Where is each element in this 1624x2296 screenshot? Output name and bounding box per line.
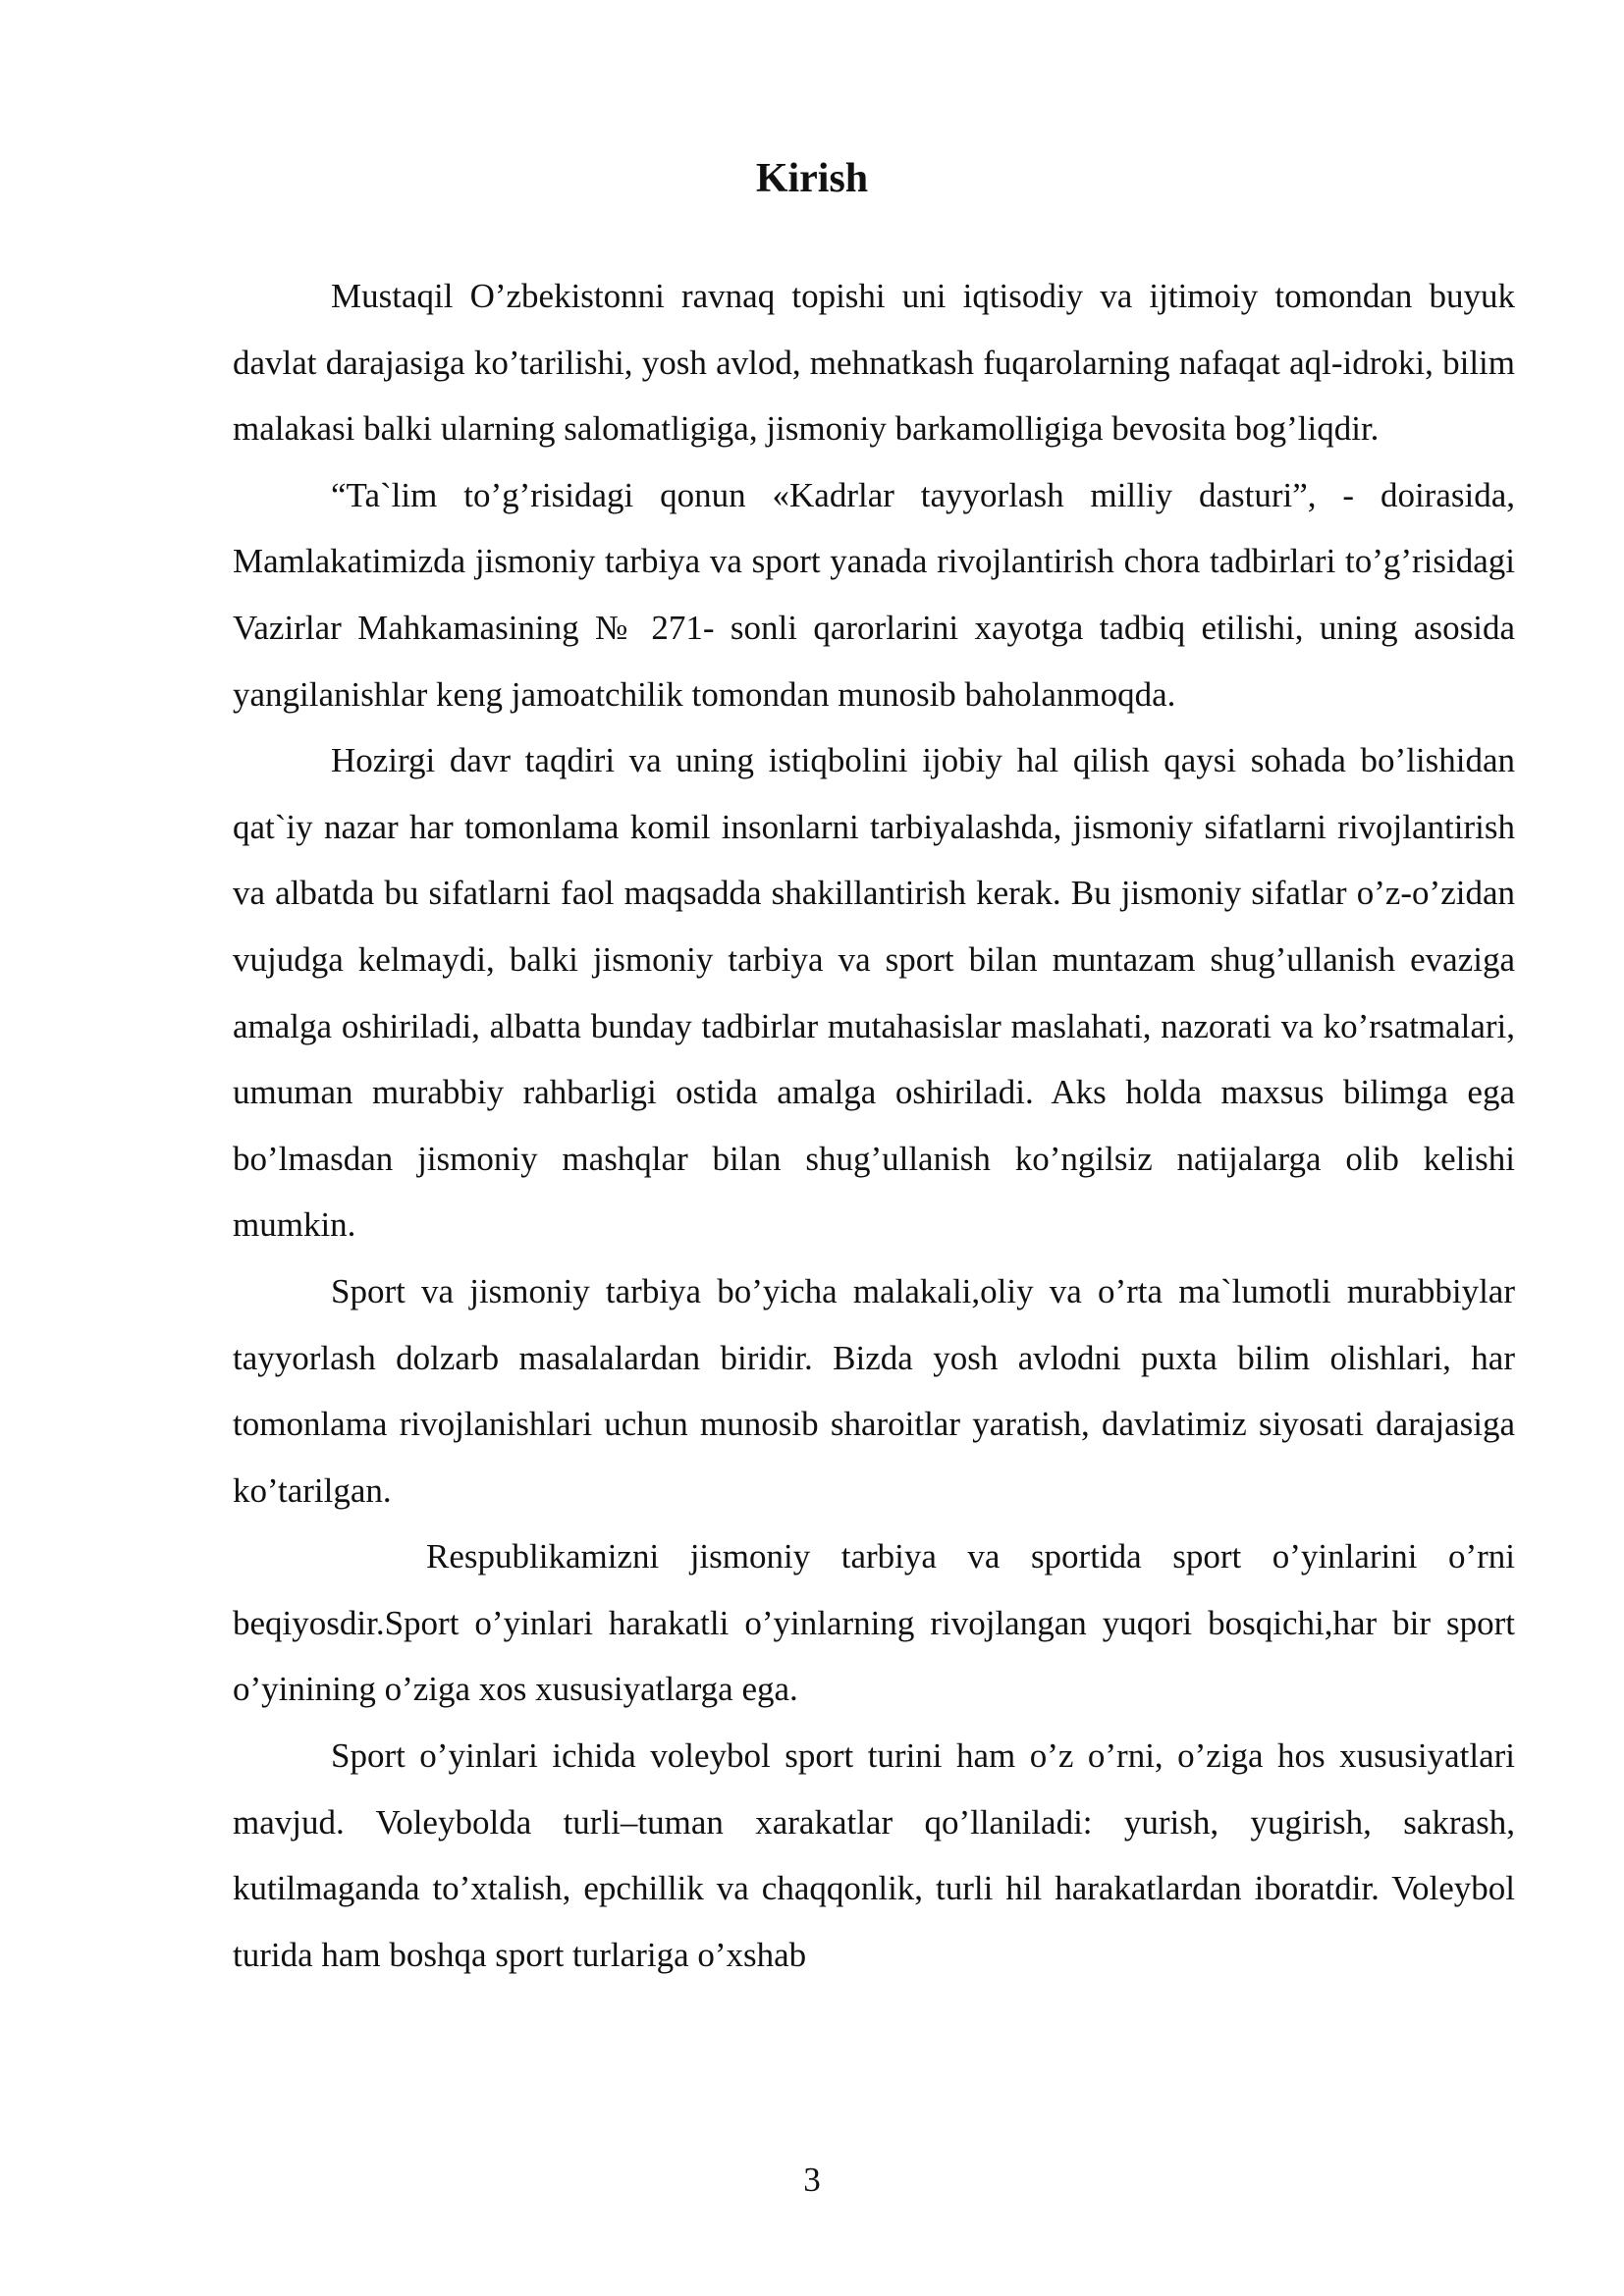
document-body: [233, 263, 1515, 1988]
paragraph-5: Respublikamizni jismoniy tarbiya va sportida sport o’yinlarini o’rni beqiyosdir.Sport o’yinlari harakatli o’yinlarning rivojlangan yuqori bosqichi,har bir sport o’yinining o’ziga xos xususiyatlarga ega.: [233, 1537, 1515, 1709]
page-number: 3: [803, 2161, 821, 2199]
paragraph-4: Sport va jismoniy tarbiya bo’yicha malakali,oliy va o’rta ma`lumotli murabbiylar tayyorlash dolzarb masalalardan biridir. Bizda yosh avlodni puxta bilim olishlari, har tomonlama rivojlanishlari uchun munosib sharoitlar yaratish, davlatimiz siyosati darajasiga ko’tarilgan.: [233, 1271, 1515, 1510]
paragraph-3: Hozirgi davr taqdiri va uning istiqbolini ijobiy hal qilish qaysi sohada bo’lishidan qat`iy nazar har tomonlama komil insonlarni tarbiyalashda, jismoniy sifatlarni rivojlantirish va albatda bu sifatlarni faol maqsadda shakillantirish kerak. Bu jismoniy sifatlar o’z-o’zidan vujudga kelmaydi, balki jismoniy tarbiya va sport bilan muntazam shug’ullanish evaziga amalga oshiriladi, albatta bunday tadbirlar mutahasislar maslahati, nazorati va ko’rsatmalari, umuman murabbiy rahbarligi ostida amalga oshiriladi. Aks holda maxsus bilimga ega bo’lmasdan jismoniy mashqlar bilan shug’ullanish ko’ngilsiz natijalarga olib kelishi mumkin.: [233, 741, 1515, 1245]
paragraph-1: Mustaqil O’zbekistonni ravnaq topishi uni iqtisodiy va ijtimoiy tomondan buyuk davlat darajasiga ko’tarilishi, yosh avlod, mehnatkash fuqarolarning nafaqat aql-idroki, bilim malakasi balki ularning salomatligiga, jismoniy barkamolligiga bevosita bog’liqdir.: [233, 277, 1515, 449]
paragraph-2: “Ta`lim to’g’risidagi qonun «Kadrlar tayyorlash milliy dasturi”, - doirasida, Mamlakatimizda jismoniy tarbiya va sport yanada rivojlantirish chora tadbirlari to’g’risidagi Vazirlar Mahkamasining № 271- sonli qarorlarini xayotga tadbiq etilishi, uning asosida yangilanishlar keng jamoatchilik tomondan munosib baholanmoqda.: [233, 475, 1515, 714]
page-title: Kirish: [755, 156, 869, 201]
paragraph-6: Sport o’yinlari ichida voleybol sport turini ham o’z o’rni, o’ziga hos xususiyatlari mavjud. Voleybolda turli–tuman xarakatlar qo’llaniladi: yurish, yugirish, sakrash, kutilmaganda to’xtalish, epchillik va chaqqonlik, turli hil harakatlardan iboratdir. Voleybol turida ham boshqa sport turlariga o’xshab: [233, 1736, 1515, 1974]
